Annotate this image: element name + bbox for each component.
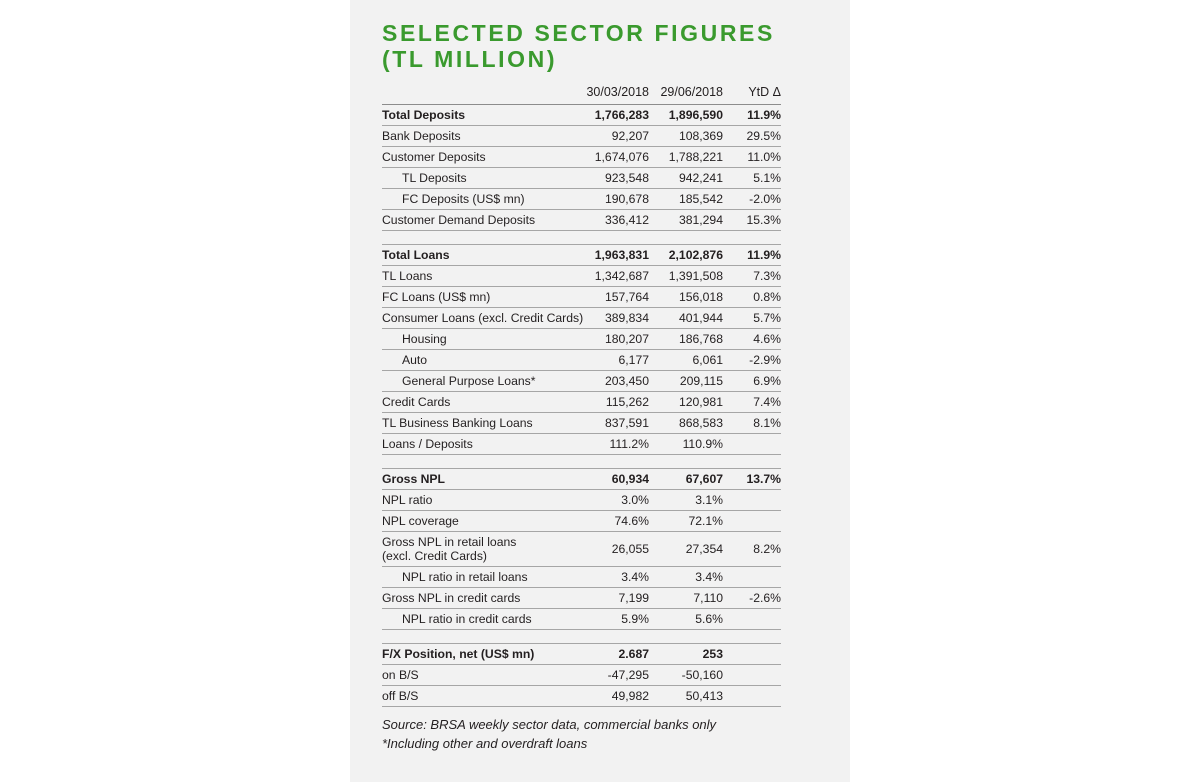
row-label <box>382 689 418 703</box>
row-label <box>402 374 535 388</box>
value-ytd: -2.9% <box>749 353 781 367</box>
value-date-1: -47,295 <box>607 668 649 682</box>
value-date-1: 190,678 <box>604 192 649 206</box>
row-label-text: General Purpose Loans* <box>402 374 536 388</box>
row-label <box>382 472 445 486</box>
value-date-1: 336,412 <box>604 213 649 227</box>
table-row <box>382 147 781 168</box>
value-date-2: 868,583 <box>678 416 723 430</box>
row-label-text: Gross NPL in credit cards <box>382 591 521 605</box>
value-date-1: 3.4% <box>621 570 649 584</box>
table-row <box>382 413 781 434</box>
row-label <box>402 171 467 185</box>
value-date-2: 3.4% <box>695 570 723 584</box>
value-date-2: 156,018 <box>678 290 723 304</box>
value-date-2: 2,102,876 <box>668 248 723 262</box>
sector-figures-table <box>382 84 781 707</box>
table-row <box>382 686 781 707</box>
table-row <box>382 189 781 210</box>
value-ytd: 11.0% <box>747 150 781 164</box>
value-date-1: 5.9% <box>621 612 649 626</box>
table-row <box>382 665 781 686</box>
value-date-1: 1,766,283 <box>594 108 649 122</box>
value-date-2: 67,607 <box>685 472 723 486</box>
table-row <box>382 588 781 609</box>
table-row <box>382 266 781 287</box>
row-label-text: FC Deposits (US$ mn) <box>402 192 525 206</box>
table-row <box>382 308 781 329</box>
value-date-2: 1,788,221 <box>668 150 723 164</box>
value-date-1: 115,262 <box>605 395 649 409</box>
row-label-text-line-2: (excl. Credit Cards) <box>382 549 487 563</box>
row-label-text: Gross NPL <box>382 472 445 486</box>
table-row <box>382 468 781 490</box>
table-row <box>382 329 781 350</box>
value-date-2: 7,110 <box>693 591 723 605</box>
value-date-1: 1,963,831 <box>594 248 649 262</box>
value-ytd: 29.5% <box>746 129 781 143</box>
row-label-text: TL Deposits <box>402 171 467 185</box>
row-label-text: Consumer Loans (excl. Credit Cards) <box>382 311 584 325</box>
table-row <box>382 371 781 392</box>
value-date-2: 1,896,590 <box>668 108 723 122</box>
row-label-text: Customer Deposits <box>382 150 486 164</box>
row-label <box>382 213 535 227</box>
row-label <box>382 311 583 325</box>
value-ytd: -2.6% <box>749 591 781 605</box>
row-label-text: Housing <box>402 332 447 346</box>
row-label-text: Gross NPL in retail loans <box>382 535 517 549</box>
value-date-1: 26,055 <box>611 542 649 556</box>
value-date-1: 203,450 <box>604 374 649 388</box>
row-label <box>382 248 449 262</box>
row-label-text: Total Loans <box>382 248 450 262</box>
row-label-text: Total Deposits <box>382 108 466 122</box>
table-row <box>382 210 781 231</box>
value-ytd: 0.8% <box>753 290 781 304</box>
value-date-1: 157,764 <box>604 290 649 304</box>
row-label-text: Bank Deposits <box>382 129 461 143</box>
value-date-1: 389,834 <box>604 311 649 325</box>
row-label-text: TL Business Banking Loans <box>382 416 533 430</box>
row-label-text: FC Loans (US$ mn) <box>382 290 491 304</box>
value-date-1: 7,199 <box>618 591 649 605</box>
value-date-2: 72.1% <box>688 514 723 528</box>
row-label <box>382 647 534 661</box>
value-ytd: 7.4% <box>753 395 781 409</box>
table-row <box>382 643 781 665</box>
value-ytd: 13.7% <box>746 472 781 486</box>
value-date-2: 209,115 <box>679 374 723 388</box>
value-date-2: 186,768 <box>678 332 723 346</box>
value-ytd: 8.1% <box>753 416 781 430</box>
row-label <box>382 108 465 122</box>
value-date-2: 381,294 <box>678 213 723 227</box>
column-header-ytd: YtD Δ <box>748 85 781 99</box>
value-date-2: 3.1% <box>695 493 723 507</box>
row-label-text: Customer Demand Deposits <box>382 213 536 227</box>
value-ytd: 11.9% <box>747 108 781 122</box>
page-title <box>382 20 775 72</box>
value-date-2: 1,391,508 <box>668 269 723 283</box>
row-label <box>382 269 432 283</box>
footnote: *Including other and overdraft loans <box>382 736 588 751</box>
section-gap <box>382 630 781 643</box>
row-label-text: TL Loans <box>382 269 433 283</box>
table-row <box>382 490 781 511</box>
value-ytd: 8.2% <box>753 542 781 556</box>
row-label-text: NPL ratio in credit cards <box>402 612 532 626</box>
value-date-1: 6,177 <box>618 353 649 367</box>
table-row <box>382 532 781 567</box>
table-row <box>382 105 781 126</box>
row-label <box>382 493 432 507</box>
value-date-1: 2.687 <box>618 647 649 661</box>
value-date-2: 5.6% <box>695 612 723 626</box>
value-ytd: 15.3% <box>746 213 781 227</box>
row-label <box>402 353 427 367</box>
table-row <box>382 567 781 588</box>
value-ytd: 7.3% <box>753 269 781 283</box>
row-label <box>382 668 419 682</box>
value-ytd: 5.1% <box>753 171 781 185</box>
value-date-1: 3.0% <box>621 493 649 507</box>
value-date-1: 74.6% <box>614 514 649 528</box>
value-date-2: 185,542 <box>678 192 723 206</box>
title-line-2: (TL MILLION) <box>382 46 558 72</box>
table-row <box>382 434 781 455</box>
value-date-2: 401,944 <box>678 311 723 325</box>
value-date-1: 92,207 <box>611 129 649 143</box>
value-date-1: 60,934 <box>611 472 649 486</box>
section-gap <box>382 231 781 244</box>
row-label-text: NPL coverage <box>382 514 459 528</box>
value-date-2: -50,160 <box>681 668 723 682</box>
row-label-text: on B/S <box>382 668 419 682</box>
value-date-2: 50,413 <box>685 689 723 703</box>
table-row <box>382 287 781 308</box>
row-label <box>402 192 525 206</box>
row-label <box>382 290 490 304</box>
value-date-1: 111.2% <box>609 437 649 451</box>
table-row <box>382 609 781 630</box>
row-label-text: Auto <box>402 353 428 367</box>
row-label <box>382 514 459 528</box>
table-header <box>382 84 781 105</box>
row-label-text: Loans / Deposits <box>382 437 473 451</box>
value-ytd: 4.6% <box>753 332 781 346</box>
value-date-2: 27,354 <box>685 542 723 556</box>
row-label <box>402 570 528 584</box>
table-row <box>382 126 781 147</box>
value-date-1: 180,207 <box>604 332 649 346</box>
value-date-2: 6,061 <box>692 353 723 367</box>
row-label <box>382 591 520 605</box>
row-label <box>382 535 516 563</box>
table-row <box>382 244 781 266</box>
row-label-text: Credit Cards <box>382 395 451 409</box>
row-label <box>382 395 450 409</box>
table-row <box>382 168 781 189</box>
value-ytd: 5.7% <box>753 311 781 325</box>
row-label-text: NPL ratio <box>382 493 433 507</box>
row-label <box>382 129 461 143</box>
title-line-1: SELECTED SECTOR FIGURES <box>382 20 775 46</box>
row-label-text: F/X Position, net (US$ mn) <box>382 647 535 661</box>
value-ytd: -2.0% <box>749 192 781 206</box>
section-gap <box>382 455 781 468</box>
value-date-2: 110.9% <box>682 437 723 451</box>
table-row <box>382 350 781 371</box>
value-date-1: 837,591 <box>604 416 649 430</box>
value-date-2: 942,241 <box>678 171 723 185</box>
column-header-date-1: 30/03/2018 <box>586 85 649 99</box>
value-date-1: 1,342,687 <box>594 269 649 283</box>
value-date-2: 120,981 <box>678 395 723 409</box>
table-row <box>382 511 781 532</box>
row-label-text: NPL ratio in retail loans <box>402 570 528 584</box>
value-date-2: 253 <box>702 647 723 661</box>
row-label <box>382 416 533 430</box>
value-date-1: 1,674,076 <box>594 150 649 164</box>
value-date-1: 49,982 <box>611 689 649 703</box>
value-ytd: 11.9% <box>747 248 781 262</box>
row-label <box>402 612 532 626</box>
value-date-1: 923,548 <box>604 171 649 185</box>
value-date-2: 108,369 <box>678 129 723 143</box>
column-header-date-2: 29/06/2018 <box>660 85 723 99</box>
table-row <box>382 392 781 413</box>
source-note: Source: BRSA weekly sector data, commercial banks only <box>382 717 717 732</box>
row-label <box>402 332 447 346</box>
row-label <box>382 437 473 451</box>
row-label <box>382 150 486 164</box>
value-ytd: 6.9% <box>753 374 781 388</box>
row-label-text: off B/S <box>382 689 419 703</box>
